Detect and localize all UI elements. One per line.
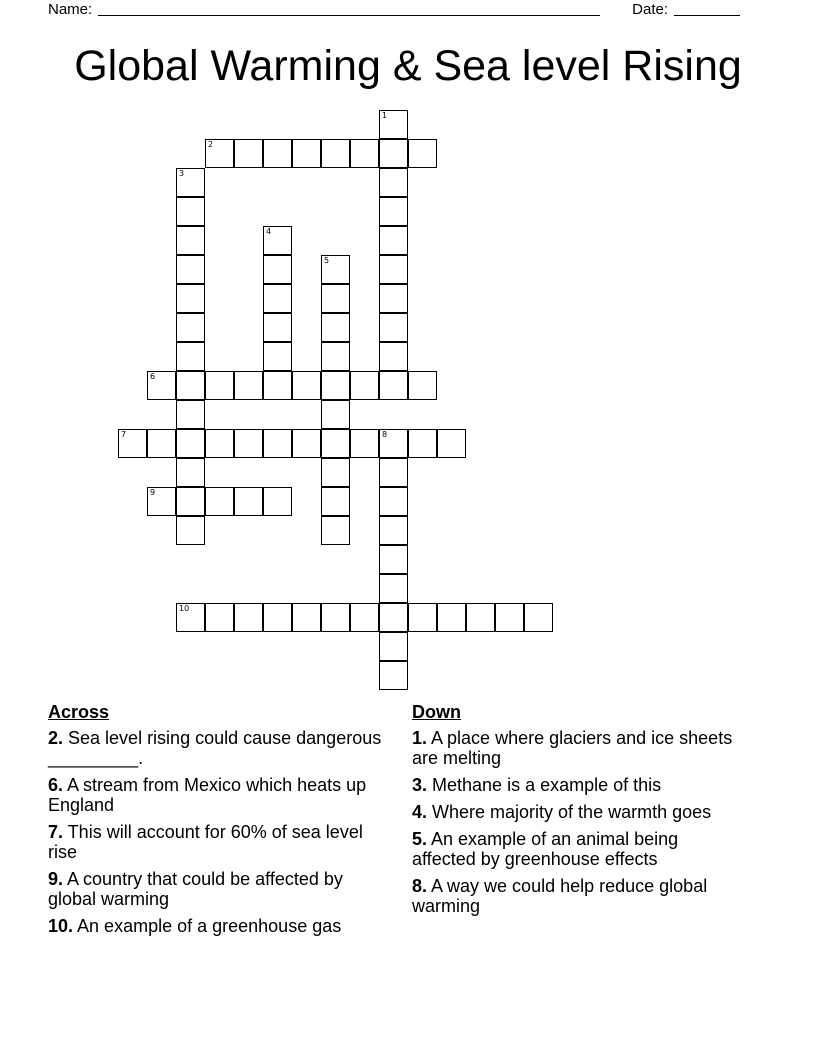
- grid-cell[interactable]: [147, 487, 176, 516]
- across-clue: [48, 869, 393, 909]
- down-clue: [412, 876, 742, 916]
- grid-cell[interactable]: [379, 545, 408, 574]
- cell-number: 9: [150, 488, 156, 497]
- grid-cell[interactable]: [379, 342, 408, 371]
- grid-cell[interactable]: [350, 429, 379, 458]
- grid-cell[interactable]: [176, 197, 205, 226]
- grid-cell[interactable]: [379, 313, 408, 342]
- across-clue: [48, 916, 393, 936]
- down-clues: [412, 702, 742, 923]
- grid-cell[interactable]: [379, 661, 408, 690]
- grid-cell[interactable]: [118, 429, 147, 458]
- grid-cell[interactable]: [205, 429, 234, 458]
- grid-cell[interactable]: [321, 313, 350, 342]
- clue-number: 1.: [412, 728, 428, 748]
- grid-cell[interactable]: [379, 110, 408, 139]
- grid-cell[interactable]: [408, 371, 437, 400]
- across-clue: [48, 822, 393, 862]
- grid-cell[interactable]: [176, 429, 205, 458]
- grid-cell[interactable]: [466, 603, 495, 632]
- clue-text: This will account for 60% of sea level rise: [48, 822, 363, 862]
- grid-cell[interactable]: [408, 603, 437, 632]
- grid-cell[interactable]: [147, 371, 176, 400]
- grid-cell[interactable]: [234, 371, 263, 400]
- grid-cell[interactable]: [176, 226, 205, 255]
- down-clue: [412, 829, 742, 869]
- grid-cell[interactable]: [379, 632, 408, 661]
- header-line: [48, 0, 740, 18]
- grid-cell[interactable]: [379, 574, 408, 603]
- grid-cell[interactable]: [321, 516, 350, 545]
- grid-cell[interactable]: [379, 284, 408, 313]
- across-clue: [48, 728, 393, 768]
- grid-cell[interactable]: [292, 371, 321, 400]
- grid-cell[interactable]: [379, 168, 408, 197]
- grid-cell[interactable]: [321, 458, 350, 487]
- grid-cell[interactable]: [176, 371, 205, 400]
- grid-cell[interactable]: [147, 429, 176, 458]
- grid-cell[interactable]: [379, 197, 408, 226]
- clue-number: 2.: [48, 728, 64, 748]
- grid-cell[interactable]: [263, 487, 292, 516]
- down-clue: [412, 802, 742, 822]
- grid-cell[interactable]: [263, 255, 292, 284]
- grid-cell[interactable]: [379, 139, 408, 168]
- grid-cell[interactable]: [379, 255, 408, 284]
- grid-cell[interactable]: [437, 429, 466, 458]
- cell-number: 6: [150, 372, 156, 381]
- clue-text: A place where glaciers and ice sheets are melting: [412, 728, 733, 768]
- grid-cell[interactable]: [205, 603, 234, 632]
- across-clue: [48, 775, 393, 815]
- grid-cell[interactable]: [292, 603, 321, 632]
- grid-cell[interactable]: [234, 487, 263, 516]
- grid-cell[interactable]: [350, 603, 379, 632]
- grid-cell[interactable]: [292, 429, 321, 458]
- grid-cell[interactable]: [321, 429, 350, 458]
- grid-cell[interactable]: [379, 429, 408, 458]
- clue-number: 6.: [48, 775, 64, 795]
- grid-cell[interactable]: [234, 603, 263, 632]
- grid-cell[interactable]: [205, 371, 234, 400]
- date-label: Date:: [632, 0, 668, 18]
- grid-cell[interactable]: [176, 255, 205, 284]
- clue-number: 4.: [412, 802, 428, 822]
- grid-cell[interactable]: [321, 371, 350, 400]
- grid-cell[interactable]: [234, 139, 263, 168]
- grid-cell[interactable]: [176, 487, 205, 516]
- grid-cell[interactable]: [176, 168, 205, 197]
- grid-cell[interactable]: [263, 226, 292, 255]
- grid-cell[interactable]: [176, 458, 205, 487]
- cell-number: 8: [382, 430, 388, 439]
- grid-cell[interactable]: [321, 342, 350, 371]
- grid-cell[interactable]: [263, 284, 292, 313]
- grid-cell[interactable]: [524, 603, 553, 632]
- clue-text: A country that could be affected by global warming: [48, 869, 343, 909]
- grid-cell[interactable]: [176, 284, 205, 313]
- page-title: Global Warming & Sea level Rising: [74, 42, 742, 90]
- clue-number: 9.: [48, 869, 64, 889]
- grid-cell[interactable]: [437, 603, 466, 632]
- down-clue: [412, 728, 742, 768]
- clue-number: 5.: [412, 829, 428, 849]
- grid-cell[interactable]: [495, 603, 524, 632]
- grid-cell[interactable]: [205, 139, 234, 168]
- grid-cell[interactable]: [292, 139, 321, 168]
- across-clues: [48, 702, 393, 943]
- grid-cell[interactable]: [321, 400, 350, 429]
- grid-cell[interactable]: [379, 226, 408, 255]
- grid-cell[interactable]: [321, 487, 350, 516]
- grid-cell[interactable]: [379, 516, 408, 545]
- grid-cell[interactable]: [408, 429, 437, 458]
- grid-cell[interactable]: [379, 371, 408, 400]
- grid-cell[interactable]: [176, 603, 205, 632]
- grid-cell[interactable]: [321, 284, 350, 313]
- cell-number: 2: [208, 140, 214, 149]
- cell-number: 3: [179, 169, 185, 178]
- grid-cell[interactable]: [176, 342, 205, 371]
- clue-text: An example of an animal being affected by greenhouse effects: [412, 829, 679, 869]
- date-blank[interactable]: [674, 2, 740, 16]
- across-clue-list: [48, 728, 393, 936]
- name-label: Name:: [48, 0, 93, 18]
- grid-cell[interactable]: [263, 603, 292, 632]
- grid-cell[interactable]: [176, 400, 205, 429]
- down-clue: [412, 775, 742, 795]
- grid-cell[interactable]: [176, 516, 205, 545]
- name-blank[interactable]: [98, 2, 600, 16]
- grid-cell[interactable]: [234, 429, 263, 458]
- grid-cell[interactable]: [321, 255, 350, 284]
- grid-cell[interactable]: [379, 487, 408, 516]
- down-clue-list: [412, 728, 742, 916]
- name-field: [48, 1, 600, 18]
- grid-cell[interactable]: [263, 371, 292, 400]
- grid-cell[interactable]: [263, 342, 292, 371]
- clue-text: A stream from Mexico which heats up England: [48, 775, 367, 815]
- grid-cell[interactable]: [205, 487, 234, 516]
- clue-number: 10.: [48, 916, 74, 936]
- grid-cell[interactable]: [263, 313, 292, 342]
- cell-number: 5: [324, 256, 330, 265]
- clue-text: A way we could help reduce global warming: [412, 876, 708, 916]
- cell-number: 10: [179, 604, 190, 613]
- date-field: [632, 1, 740, 18]
- grid-cell[interactable]: [263, 139, 292, 168]
- grid-cell[interactable]: [379, 603, 408, 632]
- grid-cell[interactable]: [176, 313, 205, 342]
- grid-cell[interactable]: [379, 458, 408, 487]
- grid-cell[interactable]: [350, 371, 379, 400]
- cell-number: 4: [266, 227, 272, 236]
- grid-cell[interactable]: [350, 139, 379, 168]
- clue-number: 3.: [412, 775, 428, 795]
- clue-text: An example of a greenhouse gas: [73, 916, 342, 936]
- clue-text: Methane is a example of this: [427, 775, 662, 795]
- clue-number: 7.: [48, 822, 64, 842]
- clue-text: Where majority of the warmth goes: [427, 802, 712, 822]
- clue-text: Sea level rising could cause dangerous _________.: [48, 728, 382, 768]
- grid-cell[interactable]: [408, 139, 437, 168]
- across-heading: Across: [48, 702, 110, 722]
- down-heading: Down: [412, 702, 461, 722]
- grid-cell[interactable]: [321, 139, 350, 168]
- grid-cell[interactable]: [263, 429, 292, 458]
- grid-cell[interactable]: [321, 603, 350, 632]
- clue-number: 8.: [412, 876, 428, 896]
- cell-number: 7: [121, 430, 127, 439]
- cell-number: 1: [382, 111, 388, 120]
